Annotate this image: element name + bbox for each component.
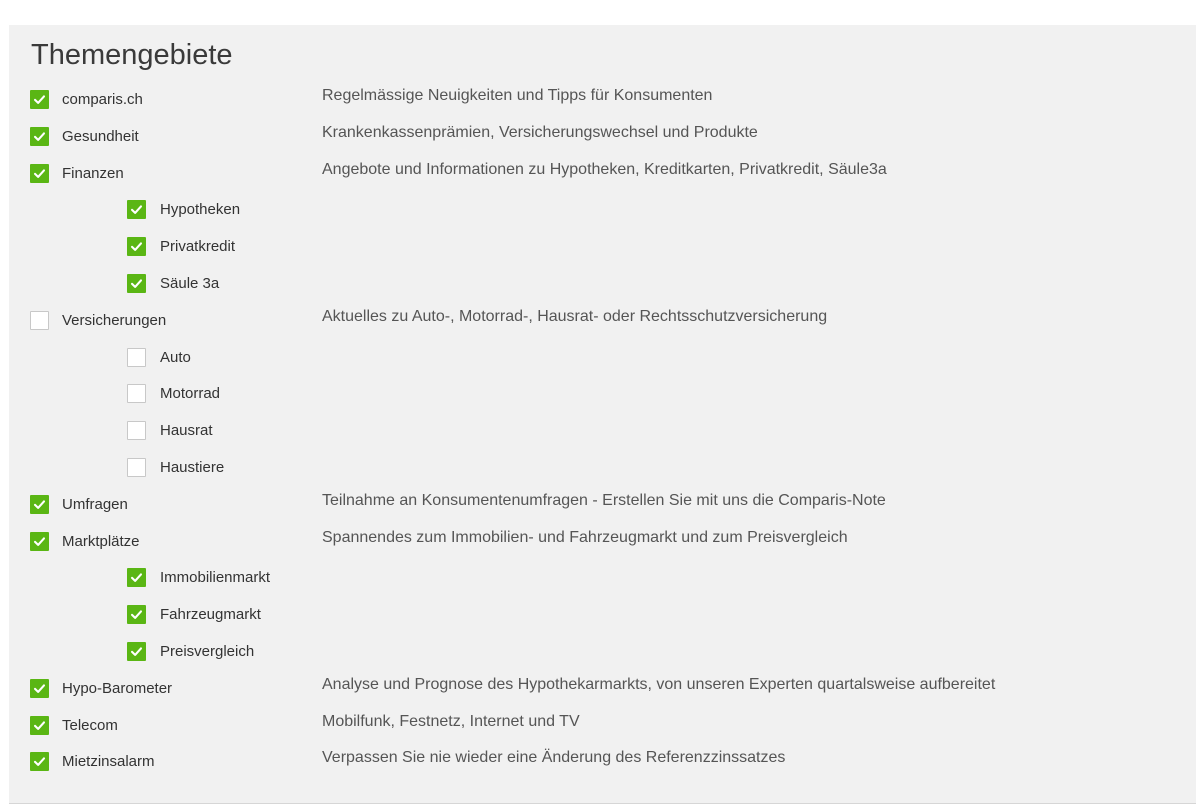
checkbox-haustiere[interactable] <box>127 458 146 477</box>
topic-row <box>9 715 1196 737</box>
topic-label[interactable]: Mietzinsalarm <box>62 753 155 770</box>
subtopic-row <box>9 641 1196 663</box>
checkbox-hypotheken[interactable] <box>127 200 146 219</box>
topic-label[interactable]: Fahrzeugmarkt <box>160 606 261 623</box>
checkbox-motorrad[interactable] <box>127 384 146 403</box>
checkbox-comparis-ch[interactable] <box>30 90 49 109</box>
checkbox-finanzen[interactable] <box>30 164 49 183</box>
subtopic-row <box>9 199 1196 221</box>
topic-label[interactable]: Immobilienmarkt <box>160 569 271 586</box>
topic-description: Verpassen Sie nie wieder eine Änderung des Referenzzinssatzes <box>322 749 786 766</box>
checkmark-icon <box>33 682 46 695</box>
topic-label[interactable]: Privatkredit <box>160 238 236 255</box>
checkmark-icon <box>33 535 46 548</box>
topic-label[interactable]: Hausrat <box>160 422 213 439</box>
subtopic-row <box>9 604 1196 626</box>
checkmark-icon <box>130 571 143 584</box>
topic-description: Krankenkassenprämien, Versicherungswechsel und Produkte <box>322 124 758 141</box>
checkbox-hausrat[interactable] <box>127 421 146 440</box>
topic-label[interactable]: Motorrad <box>160 385 221 402</box>
topic-label[interactable]: comparis.ch <box>62 91 143 108</box>
checkmark-icon <box>130 240 143 253</box>
topic-row <box>9 494 1196 516</box>
topic-row <box>9 751 1196 773</box>
checkmark-icon <box>130 608 143 621</box>
topic-description: Regelmässige Neuigkeiten und Tipps für Konsumenten <box>322 87 713 104</box>
checkbox-auto[interactable] <box>127 348 146 367</box>
topic-label[interactable]: Marktplätze <box>62 533 140 550</box>
checkmark-icon <box>33 167 46 180</box>
checkmark-icon <box>33 93 46 106</box>
checkmark-icon <box>33 719 46 732</box>
topic-label[interactable]: Hypotheken <box>160 201 241 218</box>
topic-label[interactable]: Versicherungen <box>62 312 167 329</box>
subtopic-row <box>9 457 1196 479</box>
topic-description: Mobilfunk, Festnetz, Internet und TV <box>322 713 580 730</box>
topic-label[interactable]: Finanzen <box>62 165 124 182</box>
subtopic-row <box>9 273 1196 295</box>
topic-row <box>9 678 1196 700</box>
topic-label[interactable]: Haustiere <box>160 459 225 476</box>
topic-label[interactable]: Preisvergleich <box>160 643 255 660</box>
topic-description: Teilnahme an Konsumentenumfragen - Erstellen Sie mit uns die Comparis-Note <box>322 492 886 509</box>
checkbox-umfragen[interactable] <box>30 495 49 514</box>
checkbox-hypo-barometer[interactable] <box>30 679 49 698</box>
topics-panel <box>9 25 1196 804</box>
checkbox-telecom[interactable] <box>30 716 49 735</box>
section-title: Themengebiete <box>31 39 233 71</box>
checkbox-fahrzeugmarkt[interactable] <box>127 605 146 624</box>
topic-row <box>9 126 1196 148</box>
topic-row <box>9 89 1196 111</box>
subtopic-row <box>9 420 1196 442</box>
checkmark-icon <box>130 203 143 216</box>
topic-description: Spannendes zum Immobilien- und Fahrzeugmarkt und zum Preisvergleich <box>322 529 848 546</box>
topic-label[interactable]: Hypo-Barometer <box>62 680 173 697</box>
checkbox-immobilienmarkt[interactable] <box>127 568 146 587</box>
subtopic-row <box>9 236 1196 258</box>
checkbox-versicherungen[interactable] <box>30 311 49 330</box>
checkbox-marktplätze[interactable] <box>30 532 49 551</box>
topic-row <box>9 310 1196 332</box>
topic-description: Analyse und Prognose des Hypothekarmarkts, von unseren Experten quartalsweise aufbereitet <box>322 676 996 693</box>
checkbox-säule-3a[interactable] <box>127 274 146 293</box>
topic-label[interactable]: Gesundheit <box>62 128 139 145</box>
checkmark-icon <box>33 498 46 511</box>
checkmark-icon <box>130 277 143 290</box>
topic-description: Angebote und Informationen zu Hypotheken, Kreditkarten, Privatkredit, Säule3a <box>322 161 887 178</box>
topic-description: Aktuelles zu Auto-, Motorrad-, Hausrat- oder Rechtsschutzversicherung <box>322 308 828 325</box>
checkbox-preisvergleich[interactable] <box>127 642 146 661</box>
checkbox-privatkredit[interactable] <box>127 237 146 256</box>
subtopic-row <box>9 383 1196 405</box>
topic-label[interactable]: Säule 3a <box>160 275 220 292</box>
topic-row <box>9 531 1196 553</box>
checkbox-gesundheit[interactable] <box>30 127 49 146</box>
topic-label[interactable]: Umfragen <box>62 496 128 513</box>
checkmark-icon <box>33 755 46 768</box>
subtopic-row <box>9 567 1196 589</box>
checkmark-icon <box>33 130 46 143</box>
topic-label[interactable]: Auto <box>160 349 191 366</box>
checkbox-mietzinsalarm[interactable] <box>30 752 49 771</box>
topic-label[interactable]: Telecom <box>62 717 118 734</box>
subtopic-row <box>9 347 1196 369</box>
checkmark-icon <box>130 645 143 658</box>
topic-row <box>9 163 1196 185</box>
